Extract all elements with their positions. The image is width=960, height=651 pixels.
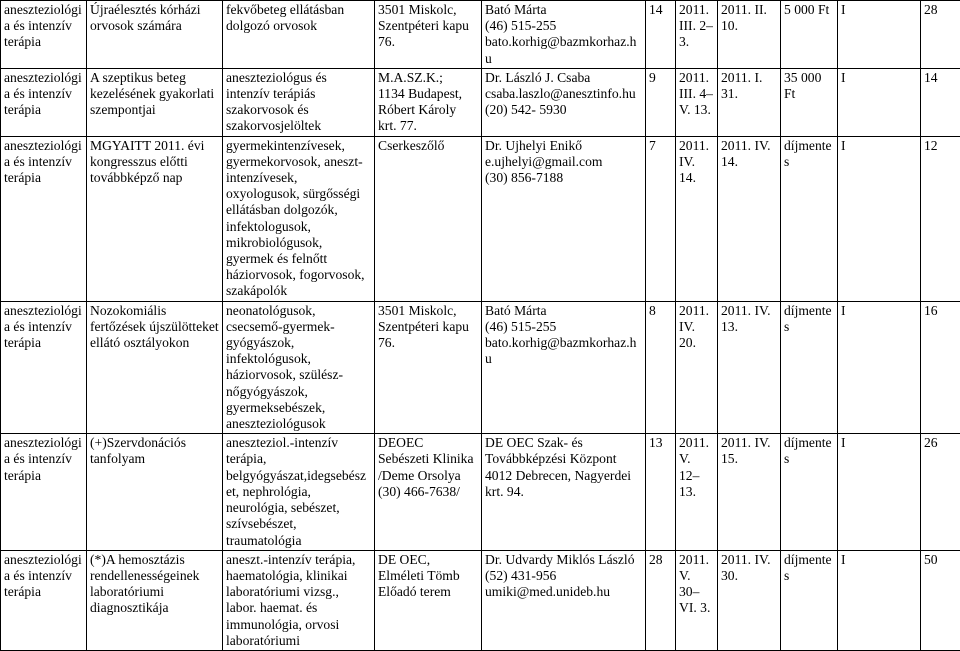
specialty-cell: aneszteziológia és intenzív terápia bbox=[1, 1, 87, 69]
participants-cell: 8 bbox=[646, 301, 676, 434]
start-date-cell: 2011. III. 2–3. bbox=[676, 1, 718, 69]
contact-cell: DE OEC Szak- és Továbbképzési Központ 4012 Debrecen, Nagyerdei krt. 94. bbox=[482, 434, 646, 550]
deadline-cell: 2011. IV. 14. bbox=[718, 136, 781, 301]
deadline-cell: 2011. IV. 13. bbox=[718, 301, 781, 434]
target-group-cell: fekvőbeteg ellátásban dolgozó orvosok bbox=[223, 1, 375, 69]
start-date-cell: 2011. V. 30–VI. 3. bbox=[676, 550, 718, 650]
fee-cell: díjmentes bbox=[781, 550, 838, 650]
target-group-cell: gyermekintenzívesek, gyermekorvosok, aneszt-intenzívesek, oxyologusok, sürgősségi ellátásban dolgozók, infektologusok, mikrobiológusok, gyermek és felnőtt háziorvosok, fogorvosok, szakápolók bbox=[223, 136, 375, 301]
venue-cell: DE OEC, Elméleti Tömb Előadó terem bbox=[375, 550, 482, 650]
start-date-cell: 2011. IV. 20. bbox=[676, 301, 718, 434]
venue-cell: Cserkeszőlő bbox=[375, 136, 482, 301]
deadline-cell: 2011. I. 31. bbox=[718, 68, 781, 136]
fee-cell: 5 000 Ft bbox=[781, 1, 838, 69]
table-row bbox=[1, 434, 960, 550]
credit-points-cell: 26 bbox=[921, 434, 960, 550]
credit-points-cell: 50 bbox=[921, 550, 960, 650]
target-group-cell: aneszt.-intenzív terápia, haematológia, klinikai laboratóriumi vizsg., labor. haemat. és immunológia, orvosi laboratóriumi bbox=[223, 550, 375, 650]
specialty-cell: aneszteziológia és intenzív terápia bbox=[1, 434, 87, 550]
credit-points-cell: 16 bbox=[921, 301, 960, 434]
course-title-cell: (*)A hemosztázis rendellenességeinek laboratóriumi diagnosztikája bbox=[87, 550, 223, 650]
contact-cell: Dr. Udvardy Miklós László (52) 431-956 umiki@med.unideb.hu bbox=[482, 550, 646, 650]
participants-cell: 13 bbox=[646, 434, 676, 550]
venue-cell: 3501 Miskolc, Szentpéteri kapu 76. bbox=[375, 301, 482, 434]
table-row bbox=[1, 301, 960, 434]
deadline-cell: 2011. IV. 15. bbox=[718, 434, 781, 550]
fee-cell: díjmentes bbox=[781, 136, 838, 301]
start-date-cell: 2011. V. 12–13. bbox=[676, 434, 718, 550]
table-row bbox=[1, 550, 960, 650]
type-cell: I bbox=[838, 136, 921, 301]
course-title-cell: A szeptikus beteg kezelésének gyakorlati szempontjai bbox=[87, 68, 223, 136]
course-title-cell: MGYAITT 2011. évi kongresszus előtti továbbképző nap bbox=[87, 136, 223, 301]
participants-cell: 14 bbox=[646, 1, 676, 69]
table-row bbox=[1, 136, 960, 301]
participants-cell: 7 bbox=[646, 136, 676, 301]
course-title-cell: (+)Szervdonációs tanfolyam bbox=[87, 434, 223, 550]
contact-cell: Bató Márta (46) 515-255 bato.korhig@bazmkorhaz.hu bbox=[482, 301, 646, 434]
table-row bbox=[1, 68, 960, 136]
fee-cell: 35 000 Ft bbox=[781, 68, 838, 136]
fee-cell: díjmentes bbox=[781, 301, 838, 434]
contact-cell: Dr. Ujhelyi Enikő e.ujhelyi@gmail.com (30) 856-7188 bbox=[482, 136, 646, 301]
type-cell: I bbox=[838, 68, 921, 136]
table-row bbox=[1, 1, 960, 69]
target-group-cell: aneszteziológus és intenzív terápiás szakorvosok és szakorvosjelöltek bbox=[223, 68, 375, 136]
participants-cell: 28 bbox=[646, 550, 676, 650]
specialty-cell: aneszteziológia és intenzív terápia bbox=[1, 136, 87, 301]
type-cell: I bbox=[838, 301, 921, 434]
credit-points-cell: 28 bbox=[921, 1, 960, 69]
contact-cell: Bató Márta (46) 515-255 bato.korhig@bazmkorhaz.hu bbox=[482, 1, 646, 69]
venue-cell: 3501 Miskolc, Szentpéteri kapu 76. bbox=[375, 1, 482, 69]
type-cell: I bbox=[838, 550, 921, 650]
credit-points-cell: 14 bbox=[921, 68, 960, 136]
target-group-cell: aneszteziol.-intenzív terápia, belgyógyászat,idegsebészet, nephrológia, neurológia, sebészet, szívsebészet, traumatológia bbox=[223, 434, 375, 550]
deadline-cell: 2011. IV. 30. bbox=[718, 550, 781, 650]
start-date-cell: 2011. IV. 14. bbox=[676, 136, 718, 301]
venue-cell: DEOEC Sebészeti Klinika /Deme Orsolya (30) 466-7638/ bbox=[375, 434, 482, 550]
credit-points-cell: 12 bbox=[921, 136, 960, 301]
venue-cell: M.A.SZ.K.; 1134 Budapest, Róbert Károly krt. 77. bbox=[375, 68, 482, 136]
type-cell: I bbox=[838, 1, 921, 69]
contact-cell: Dr. László J. Csaba csaba.laszlo@anesztinfo.hu (20) 542- 5930 bbox=[482, 68, 646, 136]
target-group-cell: neonatológusok, csecsemő-gyermek-gyógyászok, infektológusok, háziorvosok, szülész-nőgyógyászok, gyermeksebészek, aneszteziológusok bbox=[223, 301, 375, 434]
course-title-cell: Újraélesztés kórházi orvosok számára bbox=[87, 1, 223, 69]
fee-cell: díjmentes bbox=[781, 434, 838, 550]
specialty-cell: aneszteziológia és intenzív terápia bbox=[1, 301, 87, 434]
start-date-cell: 2011. III. 4–V. 13. bbox=[676, 68, 718, 136]
participants-cell: 9 bbox=[646, 68, 676, 136]
specialty-cell: aneszteziológia és intenzív terápia bbox=[1, 68, 87, 136]
course-title-cell: Nozokomiális fertőzések újszülötteket ellátó osztályokon bbox=[87, 301, 223, 434]
type-cell: I bbox=[838, 434, 921, 550]
deadline-cell: 2011. II. 10. bbox=[718, 1, 781, 69]
specialty-cell: aneszteziológia és intenzív terápia bbox=[1, 550, 87, 650]
